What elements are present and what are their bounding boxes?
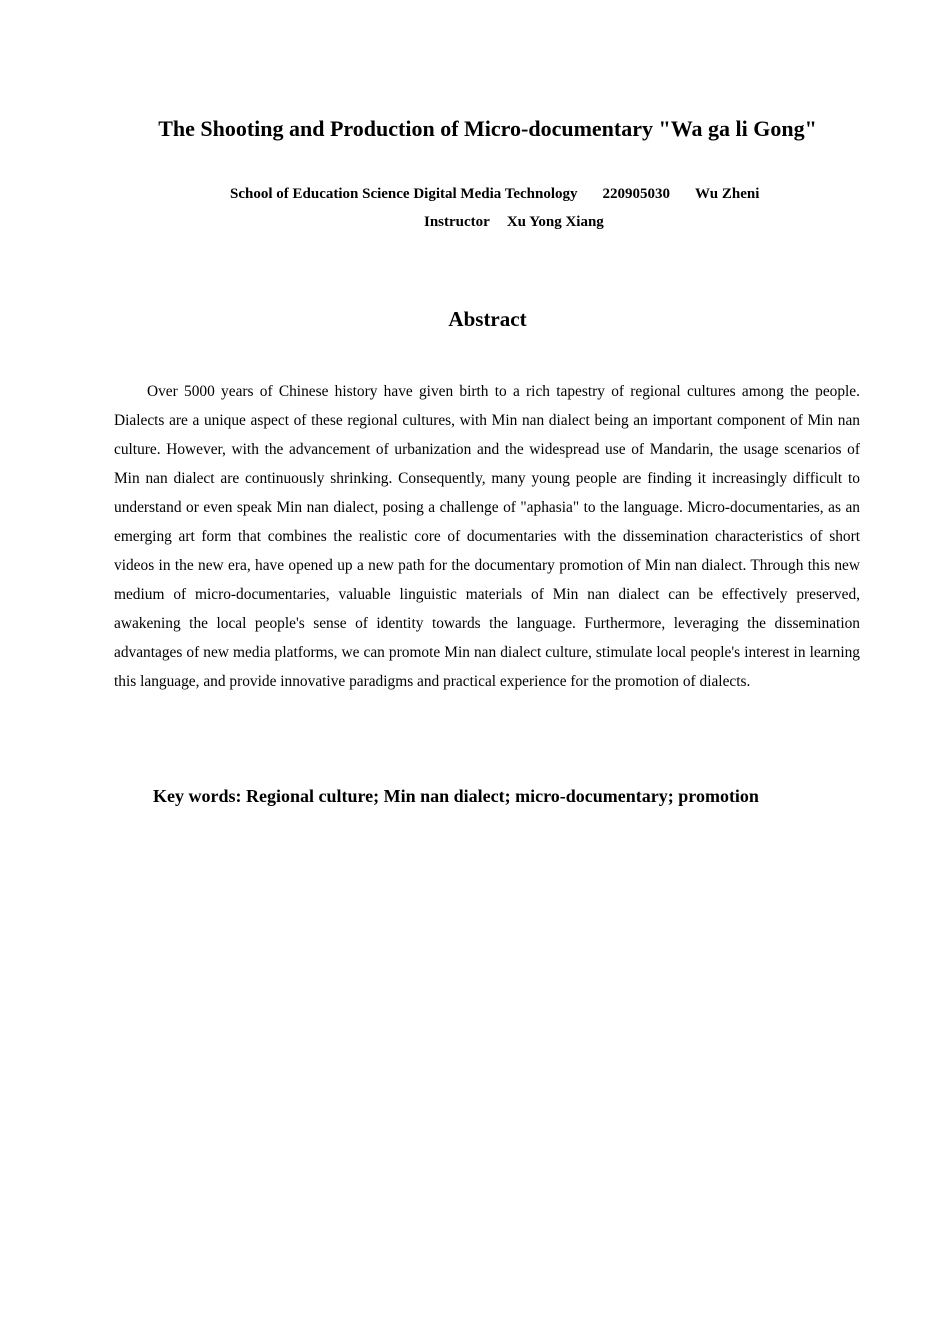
author-info-line: [230, 183, 759, 205]
keywords-line: Key words: Regional culture; Min nan dialect; micro-documentary; promotion: [153, 786, 759, 806]
student-id: 220905030: [602, 186, 671, 202]
instructor-info-line: [424, 211, 604, 233]
author-name: Wu Zheni: [695, 186, 760, 202]
school-name: School of Education Science Digital Media Technology: [230, 186, 578, 202]
paper-title: The Shooting and Production of Micro-documentary "Wa ga li Gong": [158, 116, 817, 141]
instructor-name: Xu Yong Xiang: [506, 214, 604, 230]
abstract-heading: Abstract: [448, 307, 527, 331]
abstract-paragraph: Over 5000 years of Chinese history have given birth to a rich tapestry of regional cultures among the people. Dialects are a unique aspect of these regional cultures, with Min nan dialect being an important component of Min nan culture. However, with the advancement of urbanization and the widespread use of Mandarin, the usage scenarios of Min nan dialect are continuously shrinking. Consequently, many young people are finding it increasingly difficult to understand or even speak Min nan dialect, posing a challenge of "aphasia" to the language. Micro-documentaries, as an emerging art form that combines the realistic core of documentaries with the dissemination characteristics of short videos in the new era, have opened up a new path for the documentary promotion of Min nan dialect. Through this new medium of micro-documentaries, valuable linguistic materials of Min nan dialect can be effectively preserved, awakening the local people's sense of identity towards the language. Furthermore, leveraging the dissemination advantages of new media platforms, we can promote Min nan dialect culture, stimulate local people's interest in learning this language, and provide innovative paradigms and practical experience for the promotion of dialects.: [114, 383, 860, 690]
instructor-label: Instructor: [424, 214, 490, 230]
